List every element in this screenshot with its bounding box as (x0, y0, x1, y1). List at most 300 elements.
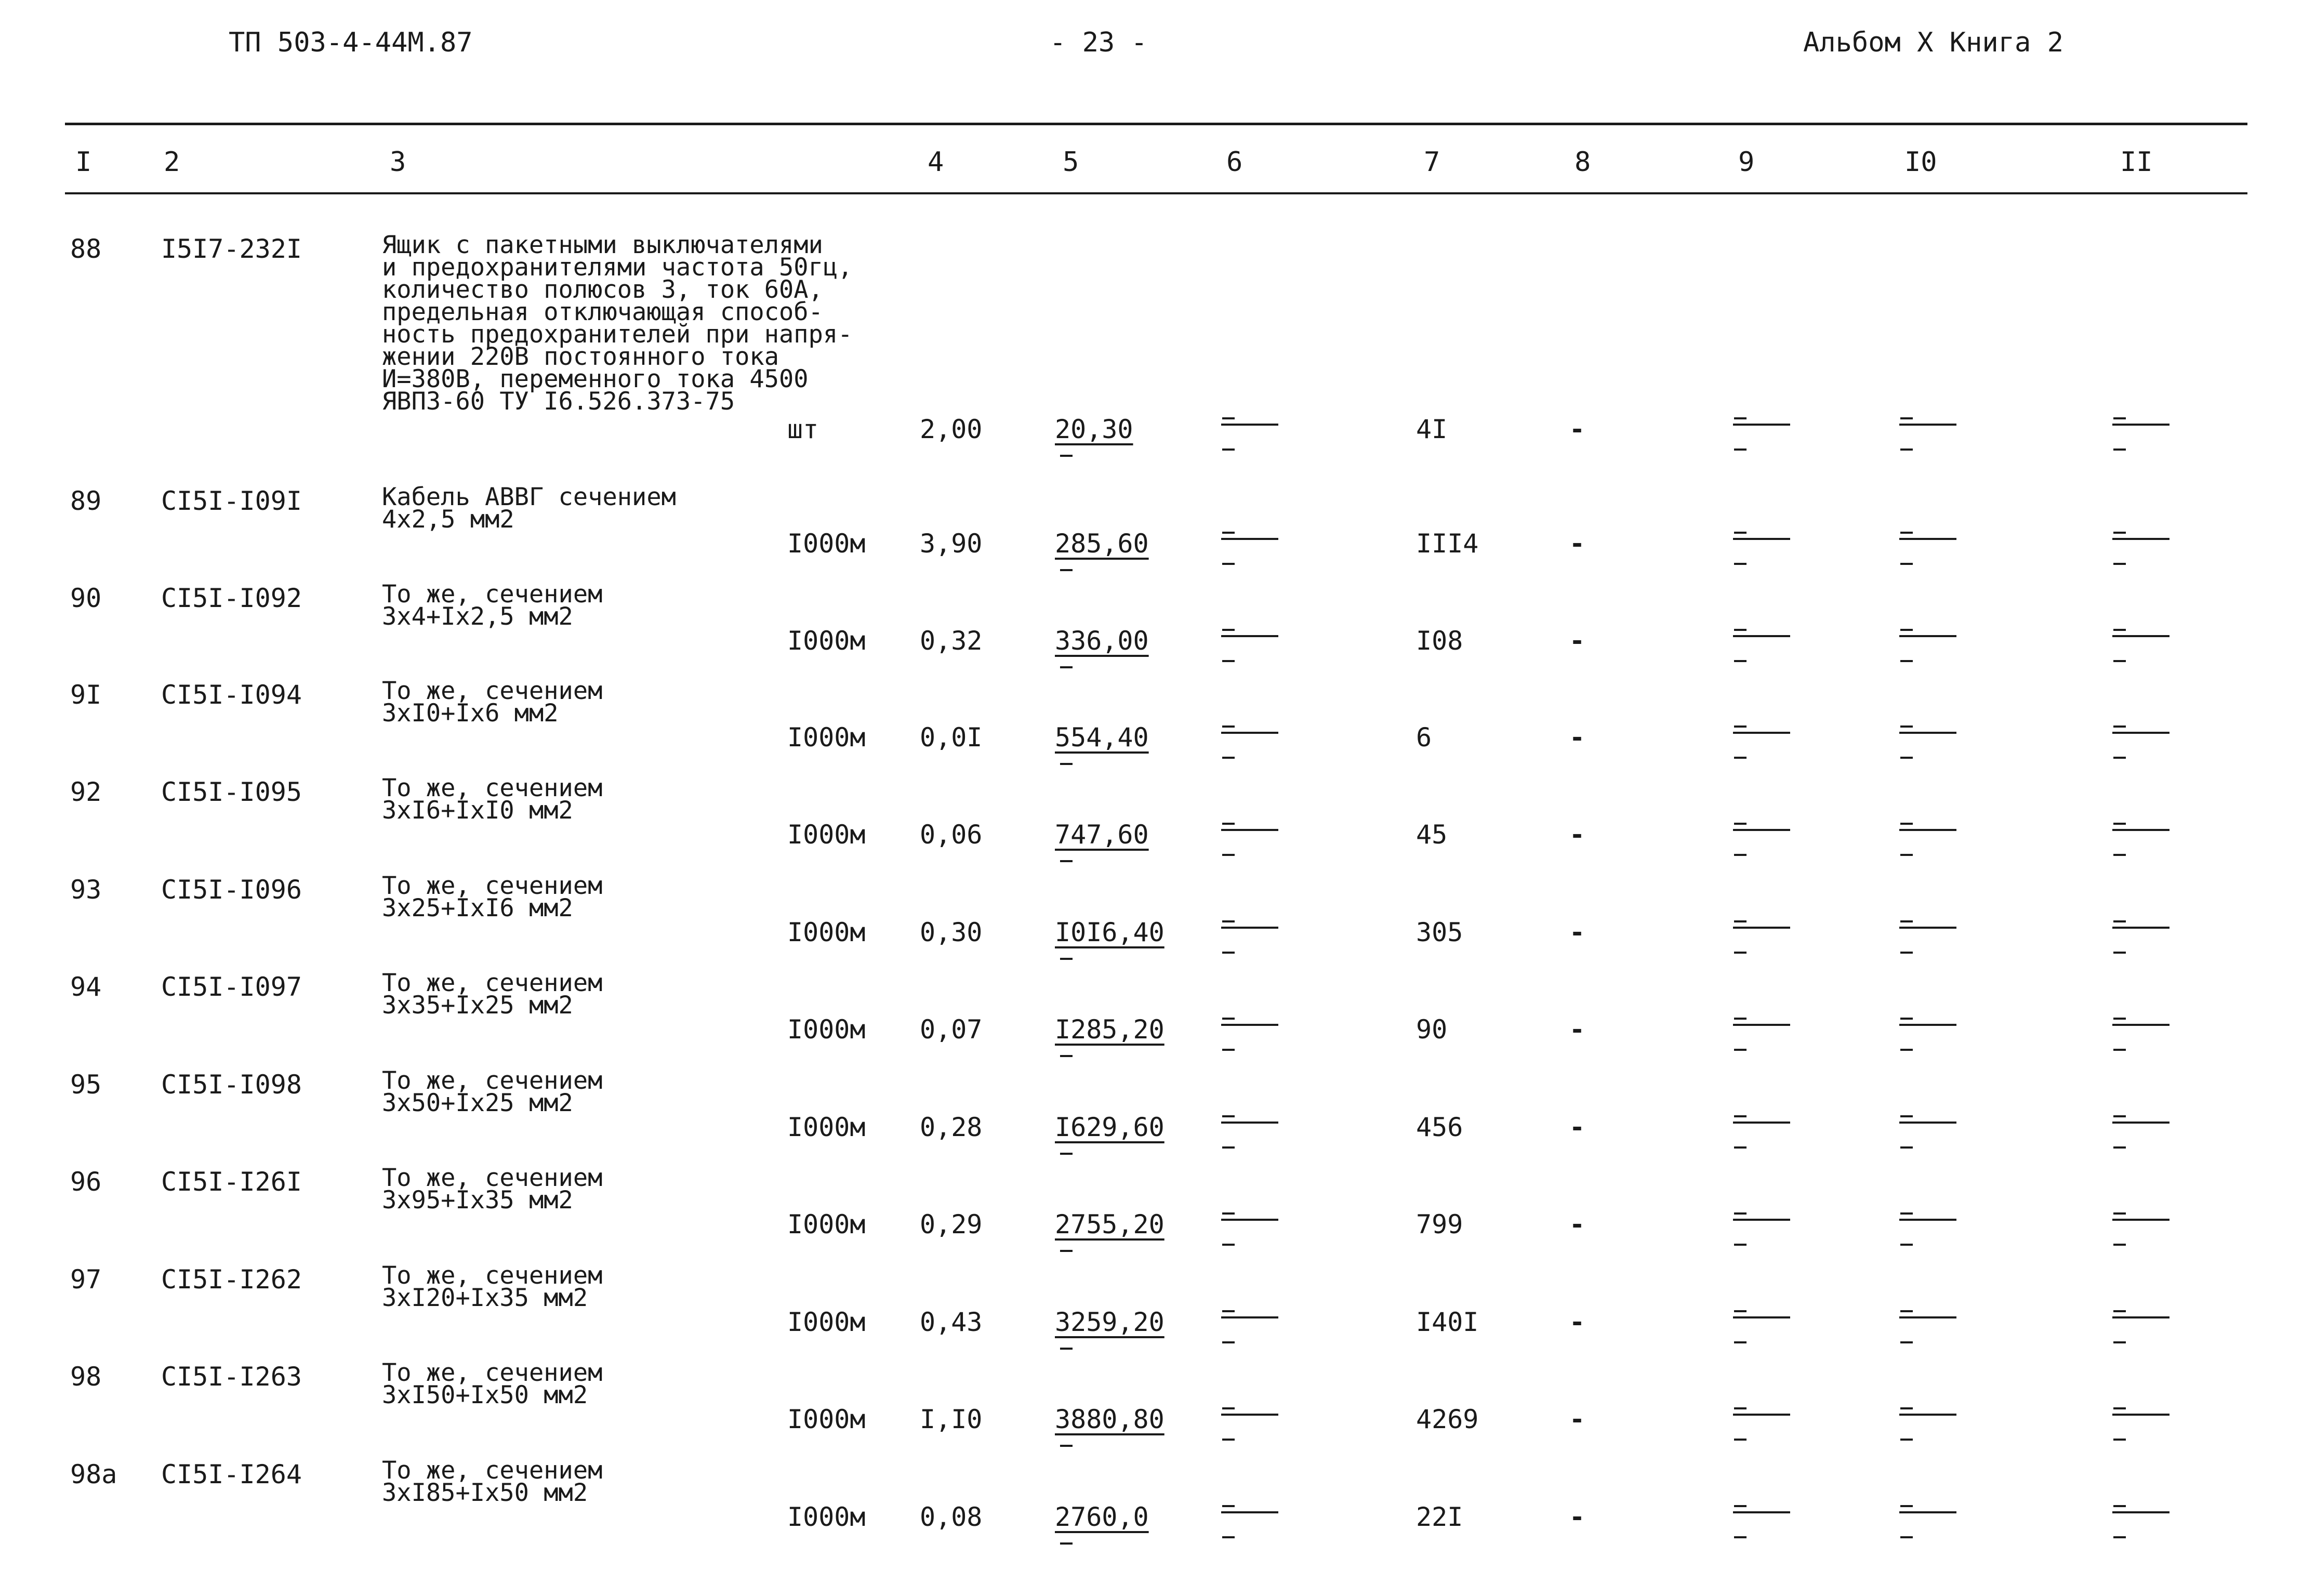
empty-fraction-mark (1221, 506, 1278, 563)
item-code: CI5I-I262 (161, 1264, 302, 1295)
column-8-value: - (1569, 1014, 1585, 1045)
item-description: То же, сечением 3хI6+IхI0 мм2 (382, 774, 603, 825)
table-row (0, 774, 2302, 870)
column-header-9: 9 (1738, 147, 1755, 178)
fraction-dash (1900, 726, 1913, 728)
fraction-dash (2113, 1439, 2126, 1441)
column-8-value: - (1569, 820, 1585, 850)
item-code: CI5I-I263 (161, 1362, 302, 1392)
column-7-value: 22I (1416, 1502, 1463, 1532)
column-8-value: - (1569, 917, 1585, 947)
fraction-dash (1733, 538, 1790, 540)
fraction-dash (1734, 449, 1747, 451)
row-number: 98 (70, 1362, 102, 1392)
fraction-dash (1733, 1414, 1790, 1416)
fraction-dash (2113, 1146, 2126, 1149)
item-code: CI5I-I264 (161, 1459, 302, 1489)
empty-fraction-mark (1899, 1284, 1956, 1341)
column-header-3: 3 (390, 147, 406, 178)
fraction-dash (1734, 1341, 1747, 1343)
fraction-dash (2112, 1122, 2169, 1124)
fraction-dash (1222, 1049, 1235, 1051)
empty-fraction-mark (1899, 506, 1956, 563)
price-dash (1060, 860, 1073, 862)
empty-fraction-mark (1221, 1284, 1278, 1341)
fraction-dash (1900, 449, 1913, 451)
fraction-dash (2112, 1511, 2169, 1513)
empty-fraction-mark (1899, 1479, 1956, 1536)
empty-fraction-mark (1899, 992, 1956, 1049)
item-code: CI5I-I097 (161, 972, 302, 1002)
empty-fraction-mark (2112, 506, 2169, 563)
fraction-dash (2112, 1024, 2169, 1026)
fraction-dash (1222, 660, 1235, 662)
empty-fraction-mark (2112, 1284, 2169, 1341)
fraction-dash (1899, 829, 1956, 831)
empty-fraction-mark (1899, 1381, 1956, 1439)
unit: I000м (787, 529, 866, 559)
fraction-dash (1221, 732, 1278, 734)
empty-fraction-mark (1221, 894, 1278, 952)
column-7-value: 456 (1416, 1112, 1463, 1142)
fraction-dash (1733, 424, 1790, 426)
column-8-value: - (1569, 1307, 1585, 1337)
unit-price: I629,60 (1055, 1112, 1165, 1142)
unit: I000м (787, 626, 866, 656)
column-header-6: 6 (1226, 147, 1243, 178)
price-dash (1060, 763, 1073, 765)
fraction-dash (1222, 1018, 1235, 1020)
fraction-dash (1734, 1018, 1747, 1020)
fraction-dash (1899, 1414, 1956, 1416)
item-code: I5I7-232I (161, 234, 302, 264)
fraction-dash (1900, 1146, 1913, 1149)
fraction-dash (1221, 1024, 1278, 1026)
fraction-dash (1900, 1212, 1913, 1215)
price-dash (1060, 1055, 1073, 1057)
unit: I000м (787, 1014, 866, 1045)
unit: шт (787, 414, 819, 444)
fraction-dash (1899, 927, 1956, 929)
fraction-dash (1899, 1316, 1956, 1318)
fraction-dash (1734, 1146, 1747, 1149)
item-description: То же, сечением 3х50+Iх25 мм2 (382, 1066, 603, 1117)
fraction-dash (2112, 829, 2169, 831)
row-number: 88 (70, 234, 102, 264)
fraction-dash (2113, 1018, 2126, 1020)
fraction-dash (1899, 538, 1956, 540)
quantity: 2,00 (920, 414, 983, 444)
column-8-value: - (1569, 1502, 1585, 1532)
fraction-dash (1222, 823, 1235, 825)
column-7-value: 4269 (1416, 1404, 1479, 1434)
fraction-dash (1899, 1122, 1956, 1124)
fraction-dash (1222, 1115, 1235, 1117)
fraction-dash (1900, 563, 1913, 565)
fraction-dash (1734, 1310, 1747, 1312)
unit: I000м (787, 1404, 866, 1434)
empty-fraction-mark (1221, 1479, 1278, 1536)
column-8-value: - (1569, 414, 1585, 444)
fraction-dash (1734, 823, 1747, 825)
item-code: CI5I-I096 (161, 875, 302, 905)
empty-fraction-mark (2112, 797, 2169, 854)
column-7-value: 305 (1416, 917, 1463, 947)
unit-price: 3880,80 (1055, 1404, 1165, 1434)
empty-fraction-mark (1733, 391, 1790, 449)
column-7-value: 4I (1416, 414, 1448, 444)
price-dash (1060, 958, 1073, 960)
fraction-dash (1900, 757, 1913, 759)
row-number: 93 (70, 875, 102, 905)
fraction-dash (1734, 854, 1747, 856)
column-8-value: - (1569, 529, 1585, 559)
table-row (0, 1358, 2302, 1455)
fraction-dash (2113, 823, 2126, 825)
unit-price: 747,60 (1055, 820, 1149, 850)
unit-price: I0I6,40 (1055, 917, 1165, 947)
price-dash (1060, 569, 1073, 571)
column-header-2: 2 (164, 147, 180, 178)
row-number: 92 (70, 777, 102, 807)
fraction-dash (1899, 1219, 1956, 1221)
item-code: CI5I-I094 (161, 680, 302, 710)
fraction-dash (1222, 629, 1235, 631)
empty-fraction-mark (1221, 797, 1278, 854)
empty-fraction-mark (1733, 603, 1790, 660)
empty-fraction-mark (2112, 391, 2169, 449)
fraction-dash (2112, 927, 2169, 929)
page-number: - 23 - (1050, 27, 1147, 58)
fraction-dash (1221, 1219, 1278, 1221)
empty-fraction-mark (1221, 992, 1278, 1049)
fraction-dash (1221, 538, 1278, 540)
empty-fraction-mark (1733, 797, 1790, 854)
quantity: 0,06 (920, 820, 983, 850)
fraction-dash (1733, 1511, 1790, 1513)
fraction-dash (1734, 1115, 1747, 1117)
fraction-dash (2113, 1536, 2126, 1538)
fraction-dash (1222, 1439, 1235, 1441)
price-dash (1060, 1153, 1073, 1155)
fraction-dash (1900, 1244, 1913, 1246)
fraction-dash (2113, 449, 2126, 451)
quantity: I,I0 (920, 1404, 983, 1434)
empty-fraction-mark (2112, 992, 2169, 1049)
fraction-dash (2113, 952, 2126, 954)
table-row (0, 1164, 2302, 1260)
empty-fraction-mark (1733, 700, 1790, 757)
unit: I000м (787, 1502, 866, 1532)
fraction-dash (1733, 1024, 1790, 1026)
fraction-dash (1733, 635, 1790, 637)
empty-fraction-mark (1221, 1381, 1278, 1439)
price-dash (1060, 666, 1073, 668)
fraction-dash (1734, 1212, 1747, 1215)
fraction-dash (1900, 660, 1913, 662)
unit-price: 2755,20 (1055, 1209, 1165, 1239)
fraction-dash (1733, 1316, 1790, 1318)
fraction-dash (1221, 1316, 1278, 1318)
column-7-value: 799 (1416, 1209, 1463, 1239)
fraction-dash (1899, 1024, 1956, 1026)
fraction-dash (1222, 854, 1235, 856)
fraction-dash (2113, 726, 2126, 728)
fraction-dash (1734, 1439, 1747, 1441)
column-header-1: I (75, 147, 92, 178)
empty-fraction-mark (1221, 1089, 1278, 1146)
fraction-dash (1900, 1505, 1913, 1507)
unit-price: I285,20 (1055, 1014, 1165, 1045)
fraction-dash (1900, 1407, 1913, 1409)
fraction-dash (2113, 1505, 2126, 1507)
price-dash (1060, 1250, 1073, 1252)
row-number: 97 (70, 1264, 102, 1295)
unit: I000м (787, 820, 866, 850)
empty-fraction-mark (2112, 700, 2169, 757)
fraction-dash (1221, 1414, 1278, 1416)
column-7-value: I40I (1416, 1307, 1479, 1337)
fraction-dash (1222, 726, 1235, 728)
column-7-value: III4 (1416, 529, 1479, 559)
empty-fraction-mark (1899, 700, 1956, 757)
fraction-dash (2113, 1115, 2126, 1117)
column-header-11: II (2120, 147, 2153, 178)
column-8-value: - (1569, 1209, 1585, 1239)
fraction-dash (2113, 757, 2126, 759)
item-description: То же, сечением 3хI50+Iх50 мм2 (382, 1358, 603, 1409)
fraction-dash (1222, 1146, 1235, 1149)
table-row (0, 580, 2302, 677)
table-row (0, 483, 2302, 579)
fraction-dash (1734, 629, 1747, 631)
table-row (0, 231, 2302, 473)
quantity: 0,07 (920, 1014, 983, 1045)
fraction-dash (1222, 757, 1235, 759)
empty-fraction-mark (1221, 700, 1278, 757)
fraction-dash (2113, 1049, 2126, 1051)
row-number: 96 (70, 1167, 102, 1197)
fraction-dash (1900, 920, 1913, 922)
row-number: 98а (70, 1459, 117, 1489)
fraction-dash (2113, 1341, 2126, 1343)
album-label: Альбом Х Книга 2 (1803, 27, 2063, 58)
empty-fraction-mark (1733, 992, 1790, 1049)
empty-fraction-mark (2112, 894, 2169, 952)
item-description: То же, сечением 3х4+Iх2,5 мм2 (382, 580, 603, 631)
fraction-dash (1900, 1115, 1913, 1117)
fraction-dash (1734, 1536, 1747, 1538)
row-number: 90 (70, 583, 102, 613)
item-description: То же, сечением 3х35+Iх25 мм2 (382, 969, 603, 1020)
table-row (0, 1066, 2302, 1163)
column-header-7: 7 (1424, 147, 1440, 178)
row-number: 9I (70, 680, 102, 710)
fraction-dash (2112, 1219, 2169, 1221)
item-description: То же, сечением 3хI0+Iх6 мм2 (382, 677, 603, 728)
fraction-dash (1222, 1407, 1235, 1409)
quantity: 0,43 (920, 1307, 983, 1337)
quantity: 0,29 (920, 1209, 983, 1239)
document-code: ТП 503-4-44М.87 (229, 27, 473, 58)
fraction-dash (1734, 532, 1747, 534)
fraction-dash (1900, 532, 1913, 534)
fraction-dash (1221, 829, 1278, 831)
fraction-dash (2113, 532, 2126, 534)
column-8-value: - (1569, 1112, 1585, 1142)
empty-fraction-mark (1899, 1089, 1956, 1146)
fraction-dash (1222, 1310, 1235, 1312)
fraction-dash (1900, 629, 1913, 631)
empty-fraction-mark (1899, 797, 1956, 854)
empty-fraction-mark (1733, 1479, 1790, 1536)
row-number: 95 (70, 1070, 102, 1100)
fraction-dash (1899, 732, 1956, 734)
column-header-4: 4 (928, 147, 944, 178)
unit-price: 3259,20 (1055, 1307, 1165, 1337)
empty-fraction-mark (1733, 1186, 1790, 1244)
fraction-dash (1734, 1049, 1747, 1051)
item-description: То же, сечением 3хI85+Iх50 мм2 (382, 1456, 603, 1507)
unit-price: 336,00 (1055, 626, 1149, 656)
unit-price: 285,60 (1055, 529, 1149, 559)
fraction-dash (2113, 1212, 2126, 1215)
fraction-dash (1900, 823, 1913, 825)
item-code: CI5I-I098 (161, 1070, 302, 1100)
price-dash (1060, 1445, 1073, 1447)
empty-fraction-mark (1221, 1186, 1278, 1244)
fraction-dash (1900, 1049, 1913, 1051)
fraction-dash (1222, 449, 1235, 451)
fraction-dash (1900, 417, 1913, 419)
fraction-dash (1900, 1536, 1913, 1538)
item-code: CI5I-I09I (161, 486, 302, 516)
fraction-dash (1222, 952, 1235, 954)
fraction-dash (1734, 952, 1747, 954)
fraction-dash (1734, 920, 1747, 922)
fraction-dash (1734, 757, 1747, 759)
item-code: CI5I-I092 (161, 583, 302, 613)
empty-fraction-mark (1733, 1089, 1790, 1146)
fraction-dash (1900, 1439, 1913, 1441)
column-header-5: 5 (1063, 147, 1079, 178)
fraction-dash (2113, 1407, 2126, 1409)
fraction-dash (1222, 1341, 1235, 1343)
fraction-dash (1900, 1018, 1913, 1020)
fraction-dash (1221, 927, 1278, 929)
item-code: CI5I-I26I (161, 1167, 302, 1197)
column-7-value: 90 (1416, 1014, 1448, 1045)
quantity: 0,08 (920, 1502, 983, 1532)
column-7-value: I08 (1416, 626, 1463, 656)
fraction-dash (1900, 854, 1913, 856)
unit: I000м (787, 1209, 866, 1239)
quantity: 0,0I (920, 722, 983, 753)
empty-fraction-mark (2112, 1186, 2169, 1244)
empty-fraction-mark (1733, 1284, 1790, 1341)
item-description: То же, сечением 3х25+IхI6 мм2 (382, 872, 603, 922)
unit-price: 554,40 (1055, 722, 1149, 753)
fraction-dash (1733, 829, 1790, 831)
price-dash (1060, 1542, 1073, 1545)
fraction-dash (1734, 563, 1747, 565)
item-code: CI5I-I095 (161, 777, 302, 807)
fraction-dash (1734, 1505, 1747, 1507)
item-description: То же, сечением 3х95+Iх35 мм2 (382, 1164, 603, 1215)
column-header-8: 8 (1575, 147, 1591, 178)
empty-fraction-mark (1899, 1186, 1956, 1244)
fraction-dash (1222, 417, 1235, 419)
column-header-10: I0 (1904, 147, 1937, 178)
empty-fraction-mark (2112, 1381, 2169, 1439)
fraction-dash (1734, 1407, 1747, 1409)
unit: I000м (787, 1112, 866, 1142)
fraction-dash (2113, 920, 2126, 922)
fraction-dash (2113, 1310, 2126, 1312)
empty-fraction-mark (1733, 894, 1790, 952)
fraction-dash (1899, 635, 1956, 637)
table-row (0, 1261, 2302, 1358)
table-row (0, 872, 2302, 968)
fraction-dash (2113, 629, 2126, 631)
empty-fraction-mark (1899, 894, 1956, 952)
empty-fraction-mark (1733, 506, 1790, 563)
fraction-dash (1221, 635, 1278, 637)
empty-fraction-mark (1733, 1381, 1790, 1439)
quantity: 0,30 (920, 917, 983, 947)
quantity: 0,28 (920, 1112, 983, 1142)
fraction-dash (1734, 660, 1747, 662)
price-dash (1060, 455, 1073, 457)
unit-price: 20,30 (1055, 414, 1133, 444)
fraction-dash (1900, 952, 1913, 954)
unit: I000м (787, 917, 866, 947)
fraction-dash (2112, 1316, 2169, 1318)
table-row (0, 969, 2302, 1065)
row-number: 94 (70, 972, 102, 1002)
empty-fraction-mark (2112, 1479, 2169, 1536)
fraction-dash (1734, 726, 1747, 728)
fraction-dash (1221, 424, 1278, 426)
fraction-dash (1222, 563, 1235, 565)
empty-fraction-mark (1899, 391, 1956, 449)
fraction-dash (1733, 1219, 1790, 1221)
price-dash (1060, 1348, 1073, 1350)
fraction-dash (1899, 1511, 1956, 1513)
fraction-dash (2112, 538, 2169, 540)
item-description: Кабель АВВГ сечением 4х2,5 мм2 (382, 483, 676, 534)
row-number: 89 (70, 486, 102, 516)
unit: I000м (787, 1307, 866, 1337)
fraction-dash (1222, 1244, 1235, 1246)
fraction-dash (1900, 1310, 1913, 1312)
fraction-dash (1733, 732, 1790, 734)
fraction-dash (2113, 1244, 2126, 1246)
column-8-value: - (1569, 1404, 1585, 1434)
item-description: То же, сечением 3хI20+Iх35 мм2 (382, 1261, 603, 1312)
fraction-dash (2112, 1414, 2169, 1416)
fraction-dash (1222, 1212, 1235, 1215)
fraction-dash (1734, 417, 1747, 419)
table-row (0, 1456, 2302, 1553)
fraction-dash (1222, 1536, 1235, 1538)
fraction-dash (1222, 920, 1235, 922)
fraction-dash (2112, 424, 2169, 426)
fraction-dash (2113, 563, 2126, 565)
unit: I000м (787, 722, 866, 753)
empty-fraction-mark (1899, 603, 1956, 660)
fraction-dash (1222, 1505, 1235, 1507)
